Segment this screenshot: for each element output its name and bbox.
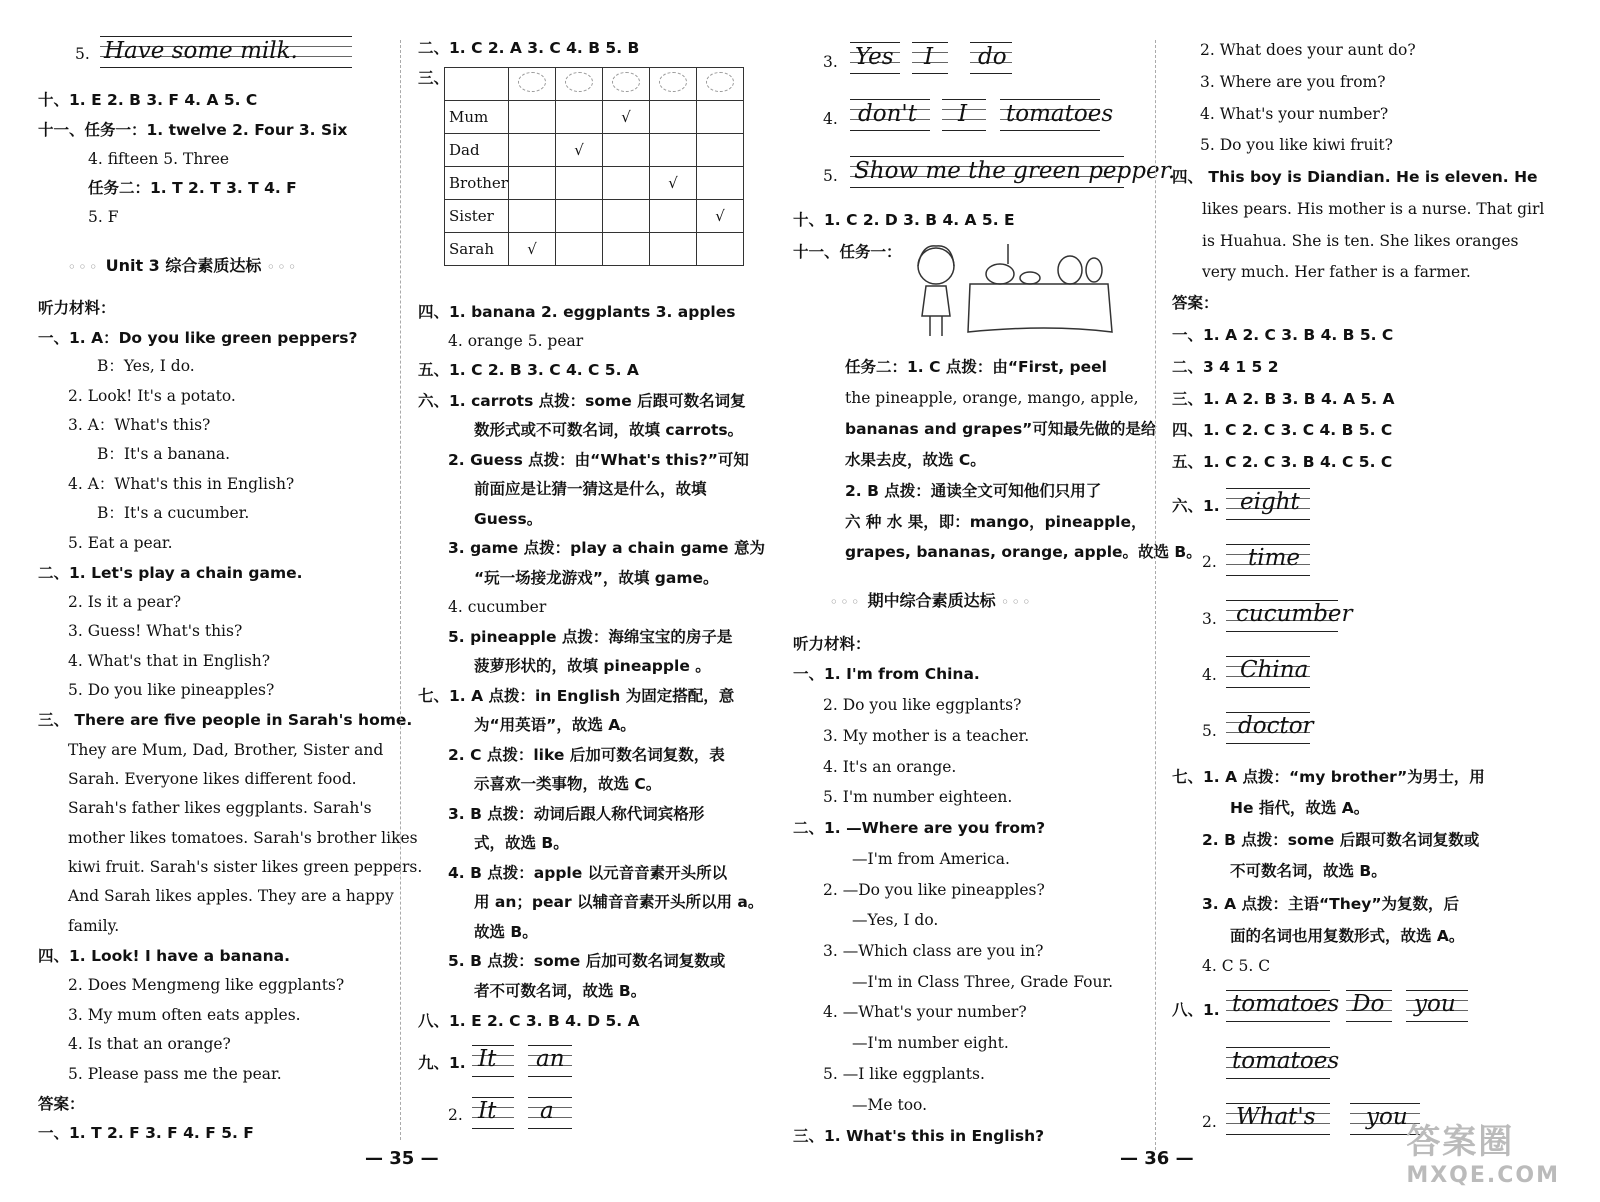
c3-line: 4. —What's your number? xyxy=(823,1003,1027,1021)
c1-line: 5. Please pass me the pear. xyxy=(68,1065,282,1083)
c4-line: 4. What's your number? xyxy=(1200,105,1389,123)
c1-line: 十、1. E 2. B 3. F 4. A 5. C xyxy=(38,91,258,109)
c2-line: 2. Guess 点拨：由“What's this?”可知 xyxy=(448,451,749,469)
c1-line: B：Yes, I do. xyxy=(97,357,195,375)
c4-line: 八、1. xyxy=(1172,1001,1220,1019)
c4-line: 答案： xyxy=(1172,294,1219,312)
row-label: Sarah xyxy=(445,233,509,266)
c1-line: 十一、任务一：1. twelve 2. Four 3. Six xyxy=(38,121,348,139)
c1-line: Sarah's father likes eggplants. Sarah's xyxy=(68,799,372,817)
c1-line: Sarah. Everyone likes different food. xyxy=(68,770,357,788)
c2-line: “玩一场接龙游戏”，故填 game。 xyxy=(474,569,719,587)
c3-line: —Me too. xyxy=(852,1096,928,1114)
food-preference-table xyxy=(444,67,744,266)
column-divider xyxy=(1155,40,1156,1150)
c3-line: 二、1. —Where are you from? xyxy=(793,819,1046,837)
c1-line: B：It's a cucumber. xyxy=(97,504,250,522)
food-picture-cell xyxy=(696,68,743,101)
handwritten-answer: tomatoes xyxy=(1006,101,1114,127)
food-picture-cell xyxy=(555,68,602,101)
c2-line: 用 an；pear 以辅音音素开头所以用 a。 xyxy=(474,893,764,911)
table-row xyxy=(445,134,744,167)
c3-line: —I'm from America. xyxy=(852,850,1010,868)
c2-line: 七、1. A 点拨：in English 为固定搭配，意 xyxy=(418,687,735,705)
c1-line: 4. Is that an orange? xyxy=(68,1035,231,1053)
c2-line: 4. cucumber xyxy=(448,598,547,616)
handwritten-answer: It xyxy=(478,1098,497,1124)
c2-line: 三、 xyxy=(418,69,450,87)
c4-line: 不可数名词，故选 B。 xyxy=(1230,862,1387,880)
c1-line: And Sarah likes apples. They are a happy xyxy=(68,887,394,905)
c2-line: 2. C 点拨：like 后加可数名词复数，表 xyxy=(448,746,725,764)
handwritten-answer: What's xyxy=(1236,1104,1316,1130)
c4-line: 2. xyxy=(1202,553,1217,571)
c4-line: 面的名词也用复数形式，故选 A。 xyxy=(1230,927,1465,945)
handwritten-answer: an xyxy=(536,1046,565,1072)
c4-line: 4. xyxy=(1202,666,1217,684)
c2-line: 九、1. xyxy=(418,1054,466,1072)
handwritten-answer: Have some milk. xyxy=(104,38,298,64)
c1-line: 5. Eat a pear. xyxy=(68,534,173,552)
handwritten-answer: cucumber xyxy=(1236,601,1353,627)
page-number-right: — 36 — xyxy=(1120,1148,1194,1169)
c1-line: 三、 There are five people in Sarah's home. xyxy=(38,711,413,729)
c1-line: 3. Guess! What's this? xyxy=(68,622,243,640)
handwritten-answer: China xyxy=(1240,657,1309,683)
c4-line: 5. Do you like kiwi fruit? xyxy=(1200,136,1393,154)
c1-line: 2. Is it a pear? xyxy=(68,593,182,611)
table-corner-cell xyxy=(445,68,509,101)
dots-decoration: ◦◦◦ xyxy=(830,595,863,609)
c3-line: grapes, bananas, orange, apple。故选 B。 xyxy=(845,543,1202,561)
handwritten-answer: I xyxy=(958,101,968,127)
handwritten-answer: you xyxy=(1414,991,1456,1017)
c3-line: 5. —I like eggplants. xyxy=(823,1065,985,1083)
handwritten-answer: Do xyxy=(1352,991,1385,1017)
c1-line: 4. fifteen 5. Three xyxy=(88,150,230,168)
c1-line: kiwi fruit. Sarah's sister likes green peppers. xyxy=(68,858,423,876)
handwritten-answer: a xyxy=(540,1098,554,1124)
handwritten-answer: don't xyxy=(858,101,917,127)
section-title-midterm xyxy=(830,588,1033,611)
c1-line: family. xyxy=(68,917,120,935)
table-row xyxy=(445,233,744,266)
apple-icon xyxy=(706,72,734,92)
c4-line: He 指代，故选 A。 xyxy=(1230,799,1370,817)
c2-line: 2. xyxy=(448,1106,463,1124)
c2-line: 3. game 点拨：play a chain game 意为 xyxy=(448,539,765,557)
handwritten-answer: Show me the green pepper. xyxy=(854,158,1176,184)
handwritten-answer: I xyxy=(924,44,934,70)
c3-line: —I'm in Class Three, Grade Four. xyxy=(852,973,1114,991)
handwritten-answer: doctor xyxy=(1238,713,1314,739)
dots-decoration: ◦◦◦ xyxy=(266,260,299,274)
c3-line: 5. I'm number eighteen. xyxy=(823,788,1013,806)
c3-line: 3. My mother is a teacher. xyxy=(823,727,1030,745)
c4-line: 5. xyxy=(1202,722,1217,740)
c4-line: likes pears. His mother is a nurse. That girl xyxy=(1202,200,1545,218)
c2-line: 5. B 点拨：some 后加可数名词复数或 xyxy=(448,952,726,970)
c3-line: 任务二：1. C 点拨：由“First, peel xyxy=(845,358,1107,376)
c2-line: 者不可数名词，故选 B。 xyxy=(474,982,647,1000)
c4-line: very much. Her father is a farmer. xyxy=(1202,263,1471,281)
c3-line: 一、1. I'm from China. xyxy=(793,665,980,683)
check-mark: √ xyxy=(508,233,555,266)
c2-line: 为“用英语”，故选 A。 xyxy=(474,716,636,734)
section-title-text: Unit 3 综合素质达标 xyxy=(105,256,262,275)
c4-line: 3. xyxy=(1202,610,1217,628)
food-picture-cell xyxy=(649,68,696,101)
c2-line: 故选 B。 xyxy=(474,923,538,941)
c3-line: 2. B 点拨：通读全文可知他们只用了 xyxy=(845,482,1102,500)
c3-line: the pineapple, orange, mango, apple, xyxy=(845,389,1139,407)
c2-line: 3. B 点拨：动词后跟人称代词宾格形 xyxy=(448,805,705,823)
c2-line: 二、1. C 2. A 3. C 4. B 5. B xyxy=(418,39,640,57)
c3-line: 4. xyxy=(823,110,838,128)
row-label: Mum xyxy=(445,101,509,134)
column-divider xyxy=(400,40,401,1140)
c1-line: 5. F xyxy=(88,208,119,226)
eggplant-icon xyxy=(518,72,546,92)
c1-line: 2. Look! It's a potato. xyxy=(68,387,236,405)
c1-line: B：It's a banana. xyxy=(97,445,231,463)
c1-line: 一、1. T 2. F 3. F 4. F 5. F xyxy=(38,1124,254,1142)
c1-line: 听力材料： xyxy=(38,299,116,317)
c4-line: 2. xyxy=(1202,1113,1217,1131)
c4-line: 3. A 点拨：主语“They”为复数，后 xyxy=(1202,895,1460,913)
c4-line: 二、3 4 1 5 2 xyxy=(1172,358,1279,376)
c3-line: —Yes, I do. xyxy=(852,911,939,929)
row-label: Brother xyxy=(445,167,509,200)
c2-line: 菠萝形状的，故填 pineapple 。 xyxy=(474,657,711,675)
c1-line: mother likes tomatoes. Sarah's brother likes xyxy=(68,829,418,847)
row-label: Sister xyxy=(445,200,509,233)
c2-line: 5. pineapple 点拨：海绵宝宝的房子是 xyxy=(448,628,733,646)
c2-line: 五、1. C 2. B 3. C 4. C 5. A xyxy=(418,361,639,379)
dots-decoration: ◦◦◦ xyxy=(1001,595,1034,609)
table-row xyxy=(445,167,744,200)
c3-line: 5. xyxy=(823,167,838,185)
c4-line: 2. What does your aunt do? xyxy=(1200,41,1416,59)
c1-line: 四、1. Look! I have a banana. xyxy=(38,947,290,965)
c1-line: 4. A：What's this in English? xyxy=(68,475,295,493)
site-watermark-logo xyxy=(1406,1114,1560,1188)
c2-line: 示喜欢一类事物，故选 C。 xyxy=(474,775,662,793)
c1-line: 二、1. Let's play a chain game. xyxy=(38,564,303,582)
c4-line: 三、1. A 2. B 3. B 4. A 5. A xyxy=(1172,390,1395,408)
handwritten-answer: It xyxy=(478,1046,497,1072)
c4-line: 一、1. A 2. C 3. B 4. B 5. C xyxy=(1172,326,1394,344)
section-title-unit3 xyxy=(68,253,299,276)
c1-line: They are Mum, Dad, Brother, Sister and xyxy=(68,741,384,759)
c1-line: 答案： xyxy=(38,1095,85,1113)
page-number-left: — 35 — xyxy=(365,1148,439,1169)
handwritten-answer: eight xyxy=(1240,489,1300,515)
c2-line: 八、1. E 2. C 3. B 4. D 5. A xyxy=(418,1012,640,1030)
c1-line: 5. xyxy=(75,45,90,63)
c3-line: 听力材料： xyxy=(793,635,871,653)
c3-line: 3. —Which class are you in? xyxy=(823,942,1044,960)
c4-line: 六、1. xyxy=(1172,497,1220,515)
c2-line: 前面应是让猜一猜这是什么，故填 xyxy=(474,480,707,498)
c3-line: 十、1. C 2. D 3. B 4. A 5. E xyxy=(793,211,1015,229)
c3-line: 十一、任务一： xyxy=(793,243,902,261)
c2-line: 六、1. carrots 点拨：some 后跟可数名词复 xyxy=(418,392,746,410)
c4-line: 七、1. A 点拨：“my brother”为男士，用 xyxy=(1172,768,1485,786)
c4-line: 四、 This boy is Diandian. He is eleven. He xyxy=(1172,168,1538,186)
c2-line: 4. B 点拨：apple 以元音音素开头所以 xyxy=(448,864,728,882)
c4-line: 2. B 点拨：some 后跟可数名词复数或 xyxy=(1202,831,1480,849)
c3-line: 3. xyxy=(823,53,838,71)
c4-line: 五、1. C 2. C 3. B 4. C 5. C xyxy=(1172,453,1393,471)
c3-line: 水果去皮，故选 C。 xyxy=(845,451,986,469)
handwritten-answer: Yes xyxy=(855,44,894,70)
c3-line: 4. It's an orange. xyxy=(823,758,957,776)
green-pepper-icon xyxy=(565,72,593,92)
c3-line: —I'm number eight. xyxy=(852,1034,1009,1052)
c2-line: 式，故选 B。 xyxy=(474,834,569,852)
tomato-icon xyxy=(612,72,640,92)
girl-and-fruit-table-illustration xyxy=(908,236,1118,344)
c1-line: 任务二：1. T 2. T 3. T 4. F xyxy=(88,179,297,197)
c2-line: 数形式或不可数名词，故填 carrots。 xyxy=(474,421,744,439)
check-mark: √ xyxy=(696,200,743,233)
c3-line: 2. —Do you like pineapples? xyxy=(823,881,1045,899)
handwritten-answer: time xyxy=(1248,545,1301,571)
check-mark: √ xyxy=(649,167,696,200)
watermark-line-1: 答案圈 xyxy=(1406,1122,1515,1162)
section-title-text: 期中综合素质达标 xyxy=(867,591,996,610)
kiwi-icon xyxy=(659,72,687,92)
handwritten-answer: tomatoes xyxy=(1232,991,1340,1017)
handwritten-answer: do xyxy=(978,44,1007,70)
c3-line: 2. Do you like eggplants? xyxy=(823,696,1022,714)
c1-line: 3. A：What's this? xyxy=(68,416,211,434)
check-mark: √ xyxy=(602,101,649,134)
c4-line: 3. Where are you from? xyxy=(1200,73,1386,91)
table-row xyxy=(445,101,744,134)
c1-line: 4. What's that in English? xyxy=(68,652,271,670)
c1-line: 5. Do you like pineapples? xyxy=(68,681,275,699)
watermark-line-2: MXQE.COM xyxy=(1406,1163,1560,1188)
c2-line: 四、1. banana 2. eggplants 3. apples xyxy=(418,303,736,321)
food-picture-cell xyxy=(508,68,555,101)
table-row xyxy=(445,200,744,233)
dots-decoration: ◦◦◦ xyxy=(68,260,101,274)
c3-line: 六 种 水 果，即：mango，pineapple， xyxy=(845,513,1147,531)
food-picture-cell xyxy=(602,68,649,101)
c3-line: 三、1. What's this in English? xyxy=(793,1127,1045,1145)
c4-line: is Huahua. She is ten. She likes oranges xyxy=(1202,232,1519,250)
c2-line: 4. orange 5. pear xyxy=(448,332,584,350)
c1-line: 3. My mum often eats apples. xyxy=(68,1006,301,1024)
c4-line: 4. C 5. C xyxy=(1202,957,1271,975)
c2-line: Guess。 xyxy=(474,510,543,528)
c1-line: 一、1. A：Do you like green peppers? xyxy=(38,329,358,347)
c1-line: 2. Does Mengmeng like eggplants? xyxy=(68,976,345,994)
c4-line: 四、1. C 2. C 3. C 4. B 5. C xyxy=(1172,421,1393,439)
handwritten-answer: tomatoes xyxy=(1232,1048,1340,1074)
c3-line: bananas and grapes”可知最先做的是给 xyxy=(845,420,1157,438)
row-label: Dad xyxy=(445,134,509,167)
handwritten-answer: you xyxy=(1366,1104,1408,1130)
check-mark: √ xyxy=(555,134,602,167)
table-header-row xyxy=(445,68,744,101)
